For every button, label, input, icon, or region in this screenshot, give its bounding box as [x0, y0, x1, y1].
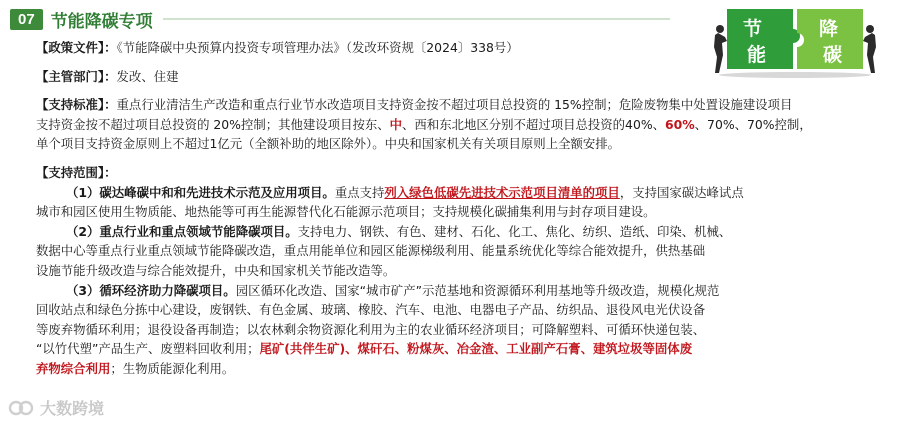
scope-item-3-heading: （3）循环经济助力降碳项目。	[66, 282, 236, 298]
scope-item-1-text-b: ，支持国家碳达峰试点	[619, 184, 744, 200]
section-title: 节能降碳专项	[50, 11, 153, 31]
watermark-logo-icon	[8, 398, 34, 418]
dept-label: 【主管部门】：	[36, 68, 117, 84]
support-scope-block	[36, 163, 886, 379]
scope-item-3-text-4a: “以竹代塑”产品生产、废塑料回收利用；	[36, 341, 260, 357]
support-standard-text-1: 重点行业清洁生产改造和重点行业节水改造项目支持资金按不超过项目总投资的 15%控制；危险废物集中处置设施建设项目	[116, 97, 793, 113]
support-standard-text-3: 单个项目支持资金原则上不超过1亿元（全额补助的地区除外）。中央和国家机关有关项目原则上全额安排。	[36, 136, 621, 152]
dept-text: 发改、住建	[116, 68, 179, 84]
section-number: 07	[10, 9, 43, 30]
highlight-central: 中	[389, 116, 403, 132]
scope-item-3-line-2	[36, 300, 886, 320]
logo-char-1: 节	[743, 18, 763, 40]
watermark	[8, 396, 104, 419]
scope-item-2-line-1	[36, 222, 886, 242]
logo-char-2: 能	[747, 44, 767, 66]
support-standard-block	[36, 95, 886, 154]
scope-item-3-text-3: 等废弃物循环利用；退役设备再制造；以农林剩余物资源化利用为主的农业循环经济项目；可降解塑料、可循环快递包装、	[36, 321, 706, 337]
support-standard-line-2	[36, 115, 886, 135]
scope-item-3-highlight-1: 尾矿(共伴生矿)、煤矸石、粉煤灰、冶金渣、工业副产石膏、建筑垃圾等固体废	[259, 341, 693, 357]
scope-item-1-heading: （1）碳达峰碳中和和先进技术示范及应用项目。	[66, 184, 335, 200]
section-title-bar	[10, 6, 670, 32]
support-standard-text-2c: 、70%、70%控制，	[694, 116, 812, 132]
support-standard-label: 【支持标准】：	[36, 97, 117, 113]
support-standard-line-3	[36, 134, 886, 154]
scope-item-1-text-2: 城市和园区使用生物质能、地热能等可再生能源替代化石能源示范项目；支持规模化碳捕集利用与封存项目建设。	[36, 204, 656, 220]
content-body	[36, 38, 886, 379]
policy-label: 【政策文件】：	[36, 40, 117, 55]
scope-item-1-line-2	[36, 202, 886, 222]
scope-item-3-text-a: 园区循环化改造、国家“城市矿产”示范基地和资源循环利用基地等升级改造，规模化规范	[235, 282, 720, 298]
policy-text: 《节能降碳中央预算内投资专项管理办法》（发改环资规〔2024〕338号）	[116, 40, 519, 55]
highlight-60-percent: 60%	[665, 116, 695, 132]
scope-item-2-text-3: 设施节能升级改造与综合能效提升，中央和国家机关节能改造等。	[36, 262, 396, 278]
dept-row	[36, 67, 886, 87]
logo-char-3: 降	[819, 18, 839, 40]
support-scope-label-row	[36, 163, 886, 183]
support-standard-text-2a: 支持资金按不超过项目总投资的 20%控制；其他建设项目按东、	[36, 116, 390, 132]
policy-row	[36, 38, 886, 58]
title-divider	[163, 18, 670, 20]
scope-item-2-text-2: 数据中心等重点行业重点领域节能降碳改造，重点用能单位和园区能源梯级利用、能量系统优化等综合能效提升，供热基础	[36, 243, 706, 259]
scope-item-1-text-a: 重点支持	[334, 184, 385, 200]
scope-item-3-highlight-2: 弃物综合利用	[36, 360, 111, 376]
scope-item-1-line-1	[36, 183, 886, 203]
scope-item-3-line-1	[36, 281, 886, 301]
scope-item-2-line-3	[36, 261, 886, 281]
logo-char-4: 碳	[823, 44, 843, 66]
scope-item-2-heading: （2）重点行业和重点领域节能降碳项目。	[66, 223, 298, 239]
scope-item-2-text-a: 支持电力、钢铁、有色、建材、石化、化工、焦化、纺织、造纸、印染、机械、	[297, 223, 732, 239]
scope-item-3-line-5	[36, 359, 886, 379]
watermark-text: 大数跨境	[40, 401, 105, 418]
scope-item-3-text-5b: ；生物质能源化利用。	[110, 360, 235, 376]
scope-item-3-line-4	[36, 339, 886, 359]
scope-item-1-highlight: 列入绿色低碳先进技术示范项目清单的项目	[384, 184, 620, 200]
support-standard-line-1	[36, 95, 886, 115]
scope-item-3-text-2: 回收站点和绿色分拣中心建设，废钢铁、有色金属、玻璃、橡胶、汽车、电池、电器电子产品、纺织品、退役风电光伏设备	[36, 302, 706, 318]
scope-item-2-line-2	[36, 241, 886, 261]
support-standard-text-2b: 、西和东北地区分别不超过项目总投资的40%、	[402, 116, 665, 132]
scope-item-3-line-3	[36, 320, 886, 340]
support-scope-label: 【支持范围】：	[36, 164, 117, 180]
